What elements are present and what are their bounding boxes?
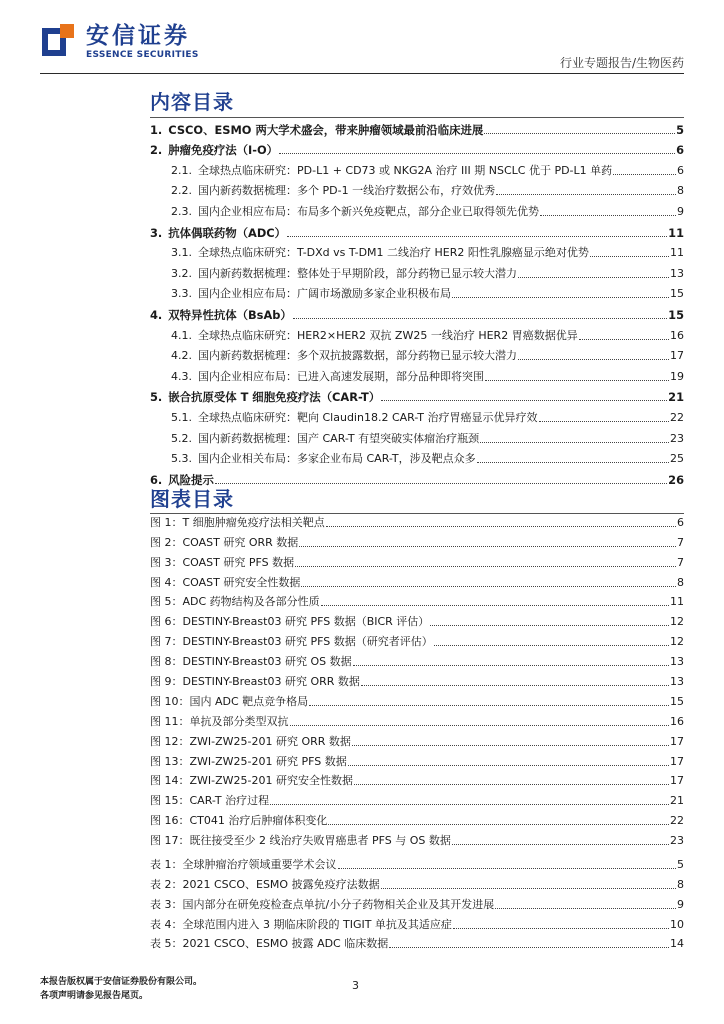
figure-entry[interactable]	[150, 510, 684, 530]
entry-page-number: 7	[677, 555, 684, 569]
figure-entry[interactable]	[150, 709, 684, 729]
entry-label: 图 16：	[150, 814, 190, 828]
toc-entry-number: 4.2.	[171, 349, 192, 363]
figure-entry[interactable]	[150, 629, 684, 649]
entry-label: 图 11：	[150, 714, 190, 728]
logo-chinese-name: 安信证券	[86, 23, 190, 49]
entry-title: 国内企业相应布局：广阔市场激励多家企业积极布局	[198, 287, 451, 301]
toc-entry-number: 2.	[150, 143, 163, 158]
header-divider	[40, 73, 684, 74]
entry-title: DESTINY-Breast03 研究 ORR 数据	[182, 675, 360, 689]
entry-title: 全球热点临床研究：HER2×HER2 双抗 ZW25 一线治疗 HER2 胃癌数据优异	[198, 328, 578, 342]
entry-page-number: 19	[670, 369, 684, 383]
toc-entry-number: 5.1.	[171, 410, 192, 424]
dot-leader	[287, 226, 667, 237]
entry-title: 全球热点临床研究：T-DXd vs T-DM1 二线治疗 HER2 阳性乳腺癌显示绝对优势	[198, 246, 589, 260]
entry-page-number: 15	[670, 287, 684, 301]
entry-page-number: 8	[677, 575, 684, 589]
copyright-notice: 本报告版权属于安信证券股份有限公司。	[40, 977, 203, 987]
entry-page-number: 9	[677, 897, 684, 911]
toc-entry-number: 4.3.	[171, 369, 192, 383]
toc-entry-number: 5.3.	[171, 452, 192, 466]
page-footer	[40, 975, 202, 1003]
entry-label: 图 13：	[150, 754, 190, 768]
entry-label: 图 5：	[150, 595, 183, 609]
toc-entry[interactable]	[150, 301, 684, 322]
entry-label: 图 14：	[150, 774, 190, 788]
report-type: 行业专题报告/生物医药	[559, 56, 684, 70]
entry-page-number: 17	[670, 774, 684, 788]
figure-entry[interactable]	[150, 609, 684, 629]
entry-label: 图 9：	[150, 675, 183, 689]
entry-page-number: 10	[670, 917, 684, 931]
dot-leader	[348, 755, 669, 766]
table-entry[interactable]	[150, 852, 684, 872]
table-entry[interactable]	[150, 872, 684, 892]
dot-leader	[452, 287, 669, 298]
entry-title: CAR-T 治疗过程	[189, 794, 270, 808]
entry-label: 图 6：	[150, 615, 183, 629]
toc-entry-number: 3.2.	[171, 266, 192, 280]
entry-title: ZWI-ZW25-201 研究 ORR 数据	[189, 734, 351, 748]
list-of-tables	[150, 852, 684, 951]
dot-leader	[518, 267, 669, 278]
dot-leader	[540, 205, 676, 216]
dot-leader	[453, 918, 669, 929]
entry-page-number: 12	[670, 615, 684, 629]
entry-label: 图 15：	[150, 794, 190, 808]
entry-page-number: 21	[668, 390, 684, 405]
entry-page-number: 11	[668, 225, 684, 240]
entry-title: COAST 研究安全性数据	[182, 575, 301, 589]
entry-page-number: 7	[677, 535, 684, 549]
entry-title: 2021 CSCO、ESMO 披露 ADC 临床数据	[182, 937, 389, 951]
toc-entry-number: 4.	[150, 307, 163, 322]
dot-leader	[338, 858, 677, 869]
dot-leader	[485, 370, 669, 381]
toc-entry[interactable]	[150, 363, 684, 384]
dot-leader	[579, 329, 669, 340]
dot-leader	[301, 576, 676, 587]
dot-leader	[430, 615, 669, 626]
entry-title: 单抗及部分类型双抗	[189, 714, 289, 728]
dot-leader	[434, 635, 669, 646]
figure-entry[interactable]	[150, 649, 684, 669]
table-entry[interactable]	[150, 932, 684, 952]
entry-page-number: 21	[670, 794, 684, 808]
entry-page-number: 13	[670, 266, 684, 280]
dot-leader	[518, 349, 669, 360]
dot-leader	[480, 432, 669, 443]
figure-entry[interactable]	[150, 749, 684, 769]
toc-entry-number: 2.1.	[171, 163, 192, 177]
entry-title: 国内企业相关布局：多家企业布局 CAR-T，涉及靶点众多	[198, 452, 476, 466]
figure-entry[interactable]	[150, 769, 684, 789]
dot-leader	[381, 390, 667, 401]
entry-title: 国内新药数据梳理：国产 CAR-T 有望突破实体瘤治疗瓶颈	[198, 431, 480, 445]
toc-entry[interactable]	[150, 425, 684, 446]
toc-entry[interactable]	[150, 446, 684, 467]
entry-page-number: 11	[670, 246, 684, 260]
dot-leader	[484, 123, 675, 134]
toc-entry-number: 4.1.	[171, 328, 192, 342]
disclaimer-notice: 各项声明请参见报告尾页。	[40, 991, 149, 1001]
toc-entry[interactable]	[150, 322, 684, 343]
entry-title: 国内企业相应布局：布局多个新兴免疫靶点，部分企业已取得领先优势	[198, 204, 539, 218]
figure-entry[interactable]	[150, 570, 684, 590]
entry-title: 抗体偶联药物（ADC）	[168, 225, 287, 240]
entry-title: 全球热点临床研究：靶向 Claudin18.2 CAR-T 治疗胃癌显示优异疗效	[198, 410, 538, 424]
entry-title: 既往接受至少 2 线治疗失败胃癌患者 PFS 与 OS 数据	[189, 834, 451, 848]
entry-title: 风险提示	[168, 472, 214, 487]
entry-page-number: 13	[670, 655, 684, 669]
dot-leader	[539, 411, 669, 422]
entry-page-number: 25	[670, 452, 684, 466]
dot-leader	[354, 774, 669, 785]
essence-logo-icon	[40, 22, 76, 58]
dot-leader	[295, 556, 676, 567]
entry-label: 图 1：	[150, 515, 183, 529]
toc-entry[interactable]	[150, 404, 684, 425]
dot-leader	[299, 536, 676, 547]
logo-english-name: ESSENCE SECURITIES	[86, 50, 199, 60]
figure-entry[interactable]	[150, 669, 684, 689]
entry-page-number: 6	[677, 163, 684, 177]
figure-entry[interactable]	[150, 808, 684, 828]
dot-leader	[381, 878, 676, 889]
entry-label: 图 4：	[150, 575, 183, 589]
toc-entry[interactable]	[150, 343, 684, 364]
toc-entry[interactable]	[150, 240, 684, 261]
table-of-contents	[150, 116, 684, 487]
entry-title: 全球热点临床研究：PD-L1 + CD73 或 NKG2A 治疗 III 期 NSCLC 优于 PD-L1 单药	[198, 163, 613, 177]
dot-leader	[352, 735, 669, 746]
toc-entry[interactable]	[150, 260, 684, 281]
dot-leader	[270, 794, 669, 805]
entry-title: T 细胞肿瘤免疫疗法相关靶点	[182, 515, 325, 529]
entry-title: 全球肿瘤治疗领域重要学术会议	[182, 857, 337, 871]
entry-page-number: 14	[670, 937, 684, 951]
entry-page-number: 12	[670, 635, 684, 649]
entry-label: 图 10：	[150, 694, 190, 708]
toc-entry-number: 6.	[150, 472, 163, 487]
toc-entry-number: 3.1.	[171, 246, 192, 260]
toc-entry-number: 3.3.	[171, 287, 192, 301]
dot-leader	[290, 715, 670, 726]
toc-entry[interactable]	[150, 281, 684, 302]
dot-leader	[321, 595, 669, 606]
entry-title: DESTINY-Breast03 研究 PFS 数据（研究者评估）	[182, 635, 433, 649]
toc-entry-number: 3.	[150, 225, 163, 240]
dot-leader	[613, 164, 676, 175]
entry-label: 表 4：	[150, 917, 183, 931]
page-header	[0, 0, 724, 75]
entry-title: COAST 研究 PFS 数据	[182, 555, 295, 569]
entry-page-number: 23	[670, 431, 684, 445]
entry-title: 全球范围内进入 3 期临床阶段的 TIGIT 单抗及其适应症	[182, 917, 452, 931]
toc-entry-number: 2.2.	[171, 184, 192, 198]
dot-leader	[495, 898, 676, 909]
toc-entry[interactable]	[150, 157, 684, 178]
entry-title: CSCO、ESMO 两大学术盛会，带来肿瘤领域最前沿临床进展	[168, 122, 484, 137]
entry-label: 图 12：	[150, 734, 190, 748]
dot-leader	[389, 937, 669, 948]
entry-label: 表 2：	[150, 877, 183, 891]
entry-label: 表 5：	[150, 937, 183, 951]
contents-title: 内容目录	[150, 90, 234, 114]
entry-label: 图 3：	[150, 555, 183, 569]
entry-page-number: 15	[670, 694, 684, 708]
entry-page-number: 17	[670, 349, 684, 363]
toc-entry[interactable]	[150, 466, 684, 487]
figure-entry[interactable]	[150, 788, 684, 808]
entry-label: 表 1：	[150, 857, 183, 871]
figure-entry[interactable]	[150, 550, 684, 570]
dot-leader	[361, 675, 669, 686]
table-entry[interactable]	[150, 912, 684, 932]
entry-title: 国内新药数据梳理：整体处于早期阶段，部分药物已显示较大潜力	[198, 266, 517, 280]
entry-title: 国内新药数据梳理：多个 PD-1 一线治疗数据公布，疗效优秀	[198, 184, 496, 198]
entry-page-number: 22	[670, 410, 684, 424]
dot-leader	[309, 695, 669, 706]
entry-page-number: 26	[668, 472, 684, 487]
figure-entry[interactable]	[150, 729, 684, 749]
entry-page-number: 6	[677, 515, 684, 529]
dot-leader	[326, 516, 676, 527]
dot-leader	[215, 473, 667, 484]
dot-leader	[293, 308, 667, 319]
entry-title: 双特异性抗体（BsAb）	[168, 307, 292, 322]
dot-leader	[328, 814, 669, 825]
toc-entry[interactable]	[150, 137, 684, 158]
entry-page-number: 22	[670, 814, 684, 828]
figure-entry[interactable]	[150, 689, 684, 709]
entry-title: 国内企业相应布局：已进入高速发展期，部分品种即将突围	[198, 369, 484, 383]
figure-entry[interactable]	[150, 828, 684, 848]
entry-title: ADC 药物结构及各部分性质	[182, 595, 320, 609]
dot-leader	[452, 834, 669, 845]
figure-entry[interactable]	[150, 590, 684, 610]
entry-page-number: 8	[677, 184, 684, 198]
entry-title: 国内新药数据梳理：多个双抗披露数据，部分药物已显示较大潜力	[198, 349, 517, 363]
entry-title: DESTINY-Breast03 研究 PFS 数据（BICR 评估）	[182, 615, 430, 629]
entry-title: DESTINY-Breast03 研究 OS 数据	[182, 655, 352, 669]
company-logo	[40, 22, 210, 62]
dot-leader	[279, 143, 675, 154]
entry-title: 嵌合抗原受体 T 细胞免疫疗法（CAR-T）	[168, 390, 381, 405]
entry-page-number: 15	[668, 307, 684, 322]
figure-entry[interactable]	[150, 530, 684, 550]
toc-entry[interactable]	[150, 116, 684, 137]
entry-page-number: 8	[677, 877, 684, 891]
entry-page-number: 6	[676, 143, 684, 158]
toc-entry[interactable]	[150, 178, 684, 199]
toc-entry[interactable]	[150, 384, 684, 405]
toc-entry-number: 2.3.	[171, 204, 192, 218]
entry-page-number: 11	[670, 595, 684, 609]
entry-label: 图 8：	[150, 655, 183, 669]
entry-title: ZWI-ZW25-201 研究 PFS 数据	[189, 754, 347, 768]
entry-label: 表 3：	[150, 897, 183, 911]
entry-page-number: 17	[670, 754, 684, 768]
entry-label: 图 2：	[150, 535, 183, 549]
list-of-figures	[150, 510, 684, 848]
entry-page-number: 9	[677, 204, 684, 218]
dot-leader	[590, 246, 669, 257]
entry-title: COAST 研究 ORR 数据	[182, 535, 299, 549]
table-entry[interactable]	[150, 892, 684, 912]
entry-title: 国内部分在研免疫检查点单抗/小分子药物相关企业及其开发进展	[182, 897, 495, 911]
dot-leader	[496, 184, 676, 195]
entry-page-number: 23	[670, 834, 684, 848]
dot-leader	[477, 452, 669, 463]
entry-title: CT041 治疗后肿瘤体积变化	[189, 814, 328, 828]
dot-leader	[353, 655, 669, 666]
toc-entry-number: 1.	[150, 122, 163, 137]
entry-title: 国内 ADC 靶点竞争格局	[189, 694, 309, 708]
entry-page-number: 5	[676, 122, 684, 137]
toc-entry[interactable]	[150, 219, 684, 240]
toc-entry-number: 5.	[150, 390, 163, 405]
entry-title: ZWI-ZW25-201 研究安全性数据	[189, 774, 353, 788]
entry-label: 图 7：	[150, 635, 183, 649]
entry-title: 2021 CSCO、ESMO 披露免疫疗法数据	[182, 877, 380, 891]
entry-page-number: 5	[677, 857, 684, 871]
toc-entry-number: 5.2.	[171, 431, 192, 445]
entry-page-number: 13	[670, 675, 684, 689]
entry-title: 肿瘤免疫疗法（I-O）	[168, 143, 279, 158]
entry-label: 图 17：	[150, 834, 190, 848]
entry-page-number: 16	[670, 714, 684, 728]
toc-entry[interactable]	[150, 198, 684, 219]
page-number: 3	[352, 979, 359, 992]
figures-title: 图表目录	[150, 487, 234, 511]
entry-page-number: 16	[670, 328, 684, 342]
entry-page-number: 17	[670, 734, 684, 748]
